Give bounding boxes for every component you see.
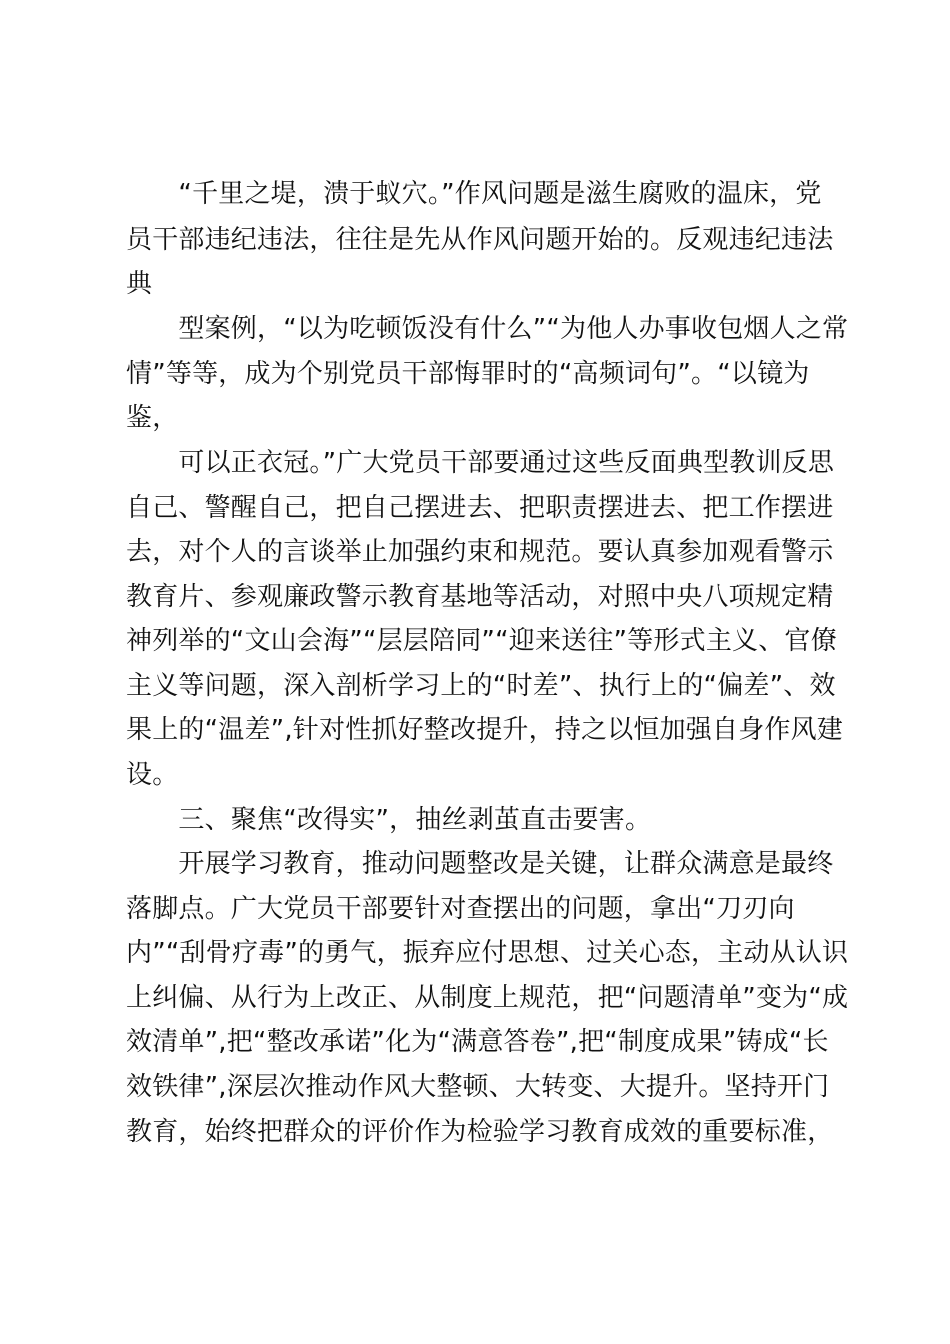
- text-line: 内”“刮骨疗毒”的勇气，振弃应付思想、过关心态，主动从认识: [126, 938, 849, 968]
- text-line: 效铁律”,深层次推动作风大整顿、大转变、大提升。坚持开门: [126, 1072, 830, 1102]
- text-line: 可以正衣冠。”广大党员干部要通过这些反面典型教训反思: [126, 448, 835, 478]
- text-line: 落脚点。广大党员干部要针对查摆出的问题，拿出“刀刃向: [126, 894, 795, 924]
- text-line: 果上的“温差”,针对性抓好整改提升，持之以恒加强自身作风建: [126, 715, 844, 745]
- text-line: 型案例，“以为吃顿饭没有什么”“为他人办事收包烟人之常: [126, 314, 849, 344]
- text-line: 教育片、参观廉政警示教育基地等活动，对照中央八项规定精: [126, 582, 834, 612]
- text-line: 上纠偏、从行为上改正、从制度上规范，把“问题清单”变为“成: [126, 983, 849, 1013]
- text-line: 自己、警醒自己，把自己摆进去、把职责摆进去、把工作摆进: [126, 493, 834, 523]
- text-line: 去，对个人的言谈举止加强约束和规范。要认真参加观看警示: [126, 537, 834, 567]
- text-line: “千里之堤，溃于蚁穴。”作风问题是滋生腐败的温床，党: [126, 179, 822, 209]
- text-line: 效清单”,把“整改承诺”化为“满意答卷”,把“制度成果”铸成“长: [126, 1027, 829, 1057]
- text-line: 员干部违纪违法，往往是先从作风问题开始的。反观违纪违法: [126, 225, 834, 255]
- text-line: 典: [126, 269, 153, 299]
- text-line: 情”等等，成为个别党员干部悔罪时的“高频词句”。“以镜为: [126, 359, 810, 389]
- text-line: 神列举的“文山会海”“层层陪同”“迎来送往”等形式主义、官僚: [126, 626, 837, 656]
- text-line: 主义等问题，深入剖析学习上的“时差”、执行上的“偏差”、效: [126, 671, 836, 701]
- text-line: 设。: [126, 760, 179, 790]
- text-line: 鉴，: [126, 403, 179, 433]
- text-line: 开展学习教育，推动问题整改是关键，让群众满意是最终: [126, 849, 834, 879]
- text-line: 教育，始终把群众的评价作为检验学习教育成效的重要标准，: [126, 1117, 834, 1147]
- section-heading: 三、聚焦“改得实”，抽丝剥茧直击要害。: [126, 805, 652, 835]
